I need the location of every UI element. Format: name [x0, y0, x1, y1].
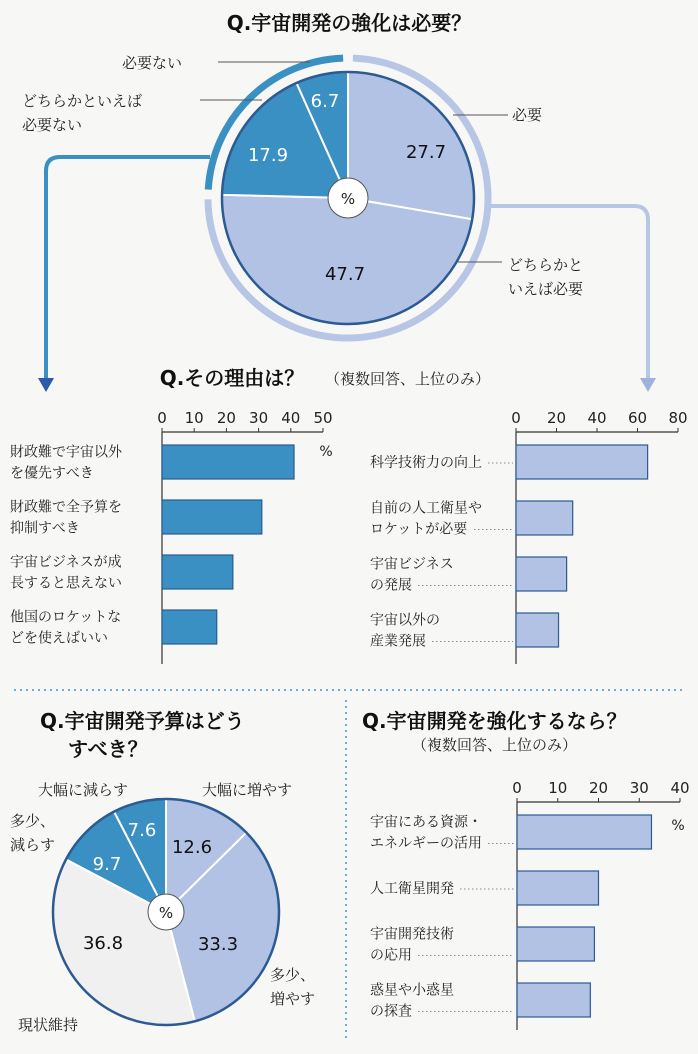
q5-cat-0-line-1: エネルギーの活用 [370, 835, 482, 852]
q4-title-line-2: すべき？ [68, 737, 148, 761]
q3-cat-2-line-0: 宇宙ビジネス [370, 556, 454, 573]
q5-tick-1: 10 [548, 779, 568, 797]
q5-bar-chart [370, 779, 690, 1030]
q1-center-pct: % [340, 190, 356, 208]
q4-center-pct: % [158, 904, 174, 922]
q5-tick-4: 40 [670, 779, 690, 797]
q5-tick-2: 20 [588, 779, 609, 797]
q3-cat-3-line-0: 宇宙以外の [370, 612, 440, 629]
q5-cat-1-line-0: 人工衛星開発 [370, 881, 454, 897]
q2-cat-3-line-1: どを使えばいい [10, 630, 108, 647]
q2-tick-4: 40 [281, 409, 301, 427]
q4-label-4: 大幅に減らす [38, 781, 129, 799]
q1-label-3: 必要ない [122, 54, 183, 72]
q5-title: Q.宇宙開発を強化するなら？ [362, 709, 627, 733]
q2-subtitle: （複数回答、上位のみ） [325, 370, 491, 388]
q3-cat-3-line-1: 産業発展 [370, 633, 426, 650]
q2-bar-3 [162, 610, 217, 644]
q2-tick-1: 10 [184, 409, 204, 427]
q3-cat-2-line-1: の発展 [370, 577, 412, 594]
q5-bar-3 [517, 983, 590, 1017]
connector-left-arrow [46, 157, 210, 380]
q1-label-1-l1: どちらかと [508, 256, 584, 274]
q1-slice-value-0: 27.7 [405, 142, 447, 163]
q2-bar-chart [10, 409, 333, 664]
q2-bar-2 [162, 555, 233, 589]
q1-slice-value-1: 47.7 [324, 264, 366, 285]
q5-cat-2-line-0: 宇宙開発技術 [370, 926, 454, 943]
q2-tick-2: 20 [216, 409, 236, 427]
q3-tick-0: 0 [511, 409, 521, 427]
q4-slice-value-4: 7.6 [127, 820, 157, 841]
q5-subtitle: （複数回答、上位のみ） [412, 736, 578, 754]
q5-bar-0 [517, 815, 651, 849]
q4-label-1-l1: 多少、 [270, 966, 316, 984]
q4-pie-chart [10, 781, 315, 1034]
q4-label-2: 現状維持 [18, 1016, 79, 1034]
q3-tick-2: 40 [587, 409, 607, 427]
q4-label-3-l1: 多少、 [10, 812, 56, 830]
q4-slice-value-1: 33.3 [197, 934, 239, 955]
q2-pct-unit: % [319, 444, 333, 460]
q1-label-1-l2: いえば必要 [508, 280, 584, 298]
q2-title: Q.その理由は？ [159, 366, 305, 390]
q3-cat-0-line-0: 科学技術力の向上 [370, 455, 482, 471]
q2-cat-2-line-0: 宇宙ビジネスが成 [10, 554, 122, 571]
q3-cat-1-line-0: 自前の人工衛星や [370, 500, 482, 517]
arrowhead-right-icon [640, 378, 656, 392]
q5-bar-1 [517, 871, 599, 905]
q4-label-3-l2: 減らす [10, 836, 56, 854]
q2-cat-1-line-1: 抑制すべき [10, 520, 80, 537]
q1-label-0: 必要 [512, 106, 543, 124]
q4-slice-value-0: 12.6 [171, 837, 213, 858]
q2-tick-3: 30 [249, 409, 269, 427]
q3-bar-2 [516, 557, 567, 591]
q2-bar-0 [162, 445, 294, 479]
q1-label-2-l2: 必要ない [22, 116, 83, 134]
q3-cat-1-line-1: ロケットが必要 [370, 521, 468, 538]
q3-tick-1: 20 [546, 409, 567, 427]
q5-bar-2 [517, 927, 594, 961]
q3-tick-4: 80 [668, 409, 688, 427]
q2-cat-1-line-0: 財政難で全予算を [10, 499, 122, 516]
q5-pct-unit: % [671, 818, 685, 834]
q2-cat-0-line-0: 財政難で宇宙以外 [10, 444, 122, 461]
q4-slice-value-3: 9.7 [92, 854, 122, 875]
q3-bar-0 [516, 445, 648, 479]
q5-cat-3-line-0: 惑星や小惑星 [370, 982, 454, 999]
q1-label-2-l1: どちらかといえば [22, 92, 143, 110]
q4-slice-value-2: 36.8 [82, 933, 124, 954]
q2-cat-2-line-1: 長すると思えない [10, 575, 122, 592]
q3-bar-1 [516, 501, 573, 535]
q4-title-line-1: Q.宇宙開発予算はどう [40, 709, 245, 733]
q4-label-1-l2: 増やす [270, 990, 316, 1008]
q2-bar-1 [162, 500, 262, 534]
arrowhead-left-icon [38, 378, 54, 392]
q4-label-0: 大幅に増やす [202, 781, 293, 799]
q5-tick-3: 30 [629, 779, 649, 797]
q5-cat-3-line-1: の探査 [370, 1003, 412, 1020]
q1-title: Q.宇宙開発の強化は必要？ [226, 11, 472, 35]
q2-cat-3-line-0: 他国のロケットな [10, 609, 122, 626]
q3-bar-3 [516, 613, 559, 647]
q5-cat-2-line-1: の応用 [370, 947, 412, 964]
q2-tick-5: 50 [313, 409, 333, 427]
q5-tick-0: 0 [512, 779, 522, 797]
q1-slice-value-3: 6.7 [310, 91, 340, 112]
q2-cat-0-line-1: を優先すべき [10, 465, 94, 482]
q2-tick-0: 0 [157, 409, 167, 427]
q5-cat-0-line-0: 宇宙にある資源・ [370, 814, 482, 831]
q1-pie-chart [22, 54, 583, 338]
q3-tick-3: 60 [627, 409, 648, 427]
q1-slice-value-2: 17.9 [247, 145, 289, 166]
